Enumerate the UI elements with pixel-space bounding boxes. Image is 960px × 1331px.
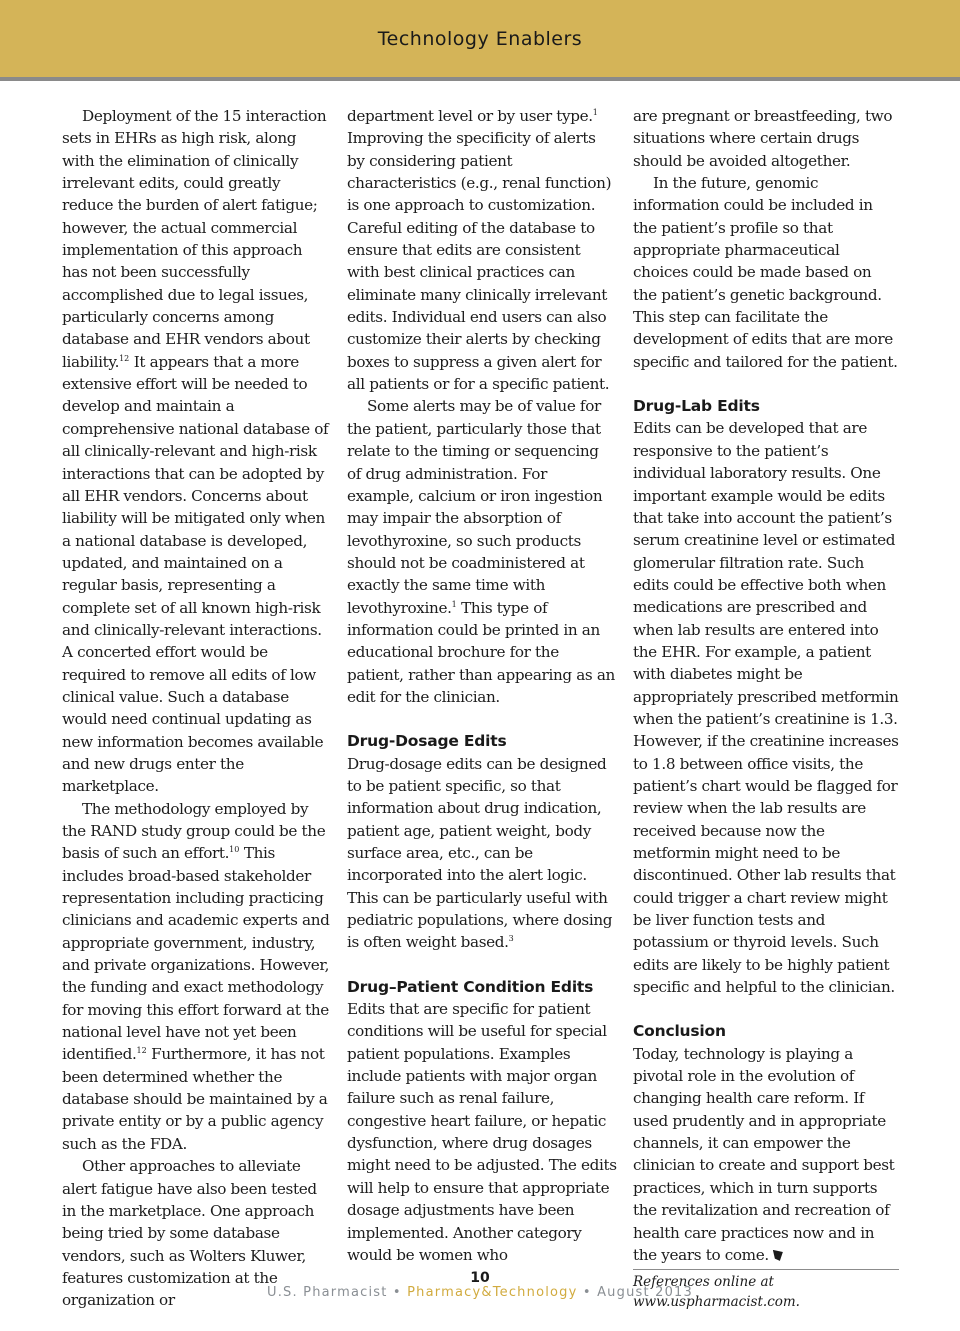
citation-ref: 1 (592, 108, 598, 117)
header-divider (0, 77, 960, 81)
paragraph: Other approaches to alleviate alert fatigue have also been tested in the marketplace. One approach being tried by some database vendors, such as Wolters Kluwer, features customization at the organization or (62, 1157, 317, 1310)
paragraph: Deployment of the 15 interaction sets in EHRs as high risk, along with the elimination of clinically irrelevant edits, could greatly reduce the burden of alert fatigue; however, the actual commercial implementation of this approach has not been successfully accomplished due to legal issues, particularly concerns among database and EHR vendors about liability.$^{12}$ It appears that a more extensive effort will be needed to develop and maintain a comprehensive national database of all clinically-relevant and high-risk interactions that can be adopted by all EHR vendors. Concerns about liability will be mitigated only when a national database is developed, updated, and maintained on a regular basis, representing a complete set of all known high-risk and clinically-relevant interactions. A concerted effort would be required to remove all edits of low clinical value. Such a database would need continual updating as new information becomes available and new drugs enter the marketplace. (62, 107, 329, 796)
article-column-1 (62, 105, 332, 1312)
citation-ref: 1 (451, 599, 457, 609)
subheading-conclusion: Conclusion (633, 1022, 726, 1041)
article-column-2 (347, 105, 617, 1266)
references-note: References online at www.uspharmacist.com. (633, 1269, 899, 1312)
footer-publication: U.S. Pharmacist (266, 1285, 388, 1300)
paragraph: are pregnant or breastfeeding, two situations where certain drugs should be avoided altogether. (633, 107, 893, 170)
citation-ref: 3 (508, 934, 514, 944)
paragraph: Drug-dosage edits can be designed to be patient specific, so that information about drug indication, patient age, patient weight, body surface area, etc., can be incorporated into the alert logic. This can be particularly useful with pediatric populations, where dosing is often weight based.$^3$ (347, 754, 613, 952)
citation-ref: 12 (136, 1046, 147, 1056)
paragraph: department level or by user type.$^1$ Improving the specificity of alerts by considering patient characteristics (e.g., renal function) is one approach to customization. Careful editing of the database to ensure that edits are consistent with best clinical practices can eliminate many clinically irrelevant edits. Individual end users can also customize their alerts by checking boxes to suppress a given alert for all patients or for a specific patient. (347, 107, 612, 394)
citation-ref: 12 (119, 353, 130, 363)
paragraph: Today, technology is playing a pivotal role in the evolution of changing health care reform. If used prudently and in appropriate channels, it can empower the clinician to create and support best practices, which in turn supports the revitalization and recreation of health care practices now and in the years to come. (633, 1044, 895, 1264)
subheading-drug-patient-condition: Drug–Patient Condition Edits (347, 977, 594, 996)
paragraph: Edits that are specific for patient conditions will be useful for special patient populations. Examples include patients with major organ failure such as renal failure, congestive heart failure, or hepatic dysfunction, where drug dosages might need to be adjusted. The edits will help to ensure that appropriate dosage adjustments have been implemented. Another category would be women who (347, 1000, 617, 1264)
footer-section: Pharmacy&Technology (407, 1285, 578, 1300)
footer-separator: • (582, 1285, 592, 1300)
citation-ref: 10 (229, 845, 240, 855)
footer-date: August 2013 (597, 1285, 694, 1300)
page-number: 10 (470, 1270, 490, 1286)
subheading-drug-dosage: Drug-Dosage Edits (347, 732, 507, 751)
paragraph: In the future, genomic information could be included in the patient’s profile so that appropriate pharmaceutical choices could be made based on the patient’s genetic background. This step can facilitate the development of edits that are more specific and tailored for the patient. (633, 174, 898, 371)
end-of-article-icon (773, 1250, 783, 1261)
paragraph: Edits can be developed that are responsive to the patient’s individual laboratory results. One important example would be edits that take into account the patient’s serum creatinine level or estimated glomerular filtration rate. Such edits could be effective both when medications are prescribed and when lab results are entered into the EHR. For example, a patient with diabetes might be appropriately prescribed metformin when the patient’s creatinine is 1.3. However, if the creatinine increases to 1.8 between office visits, the patient’s chart would be flagged for review when the lab results are received because now the metformin might need to be discontinued. Other lab results that could trigger a chart review might be liver function tests and potassium or thyroid levels. Such edits are likely to be highly patient specific and helpful to the clinician. (633, 419, 899, 997)
paragraph: Some alerts may be of value for the patient, particularly those that relate to the timing or sequencing of drug administration. For example, calcium or iron ingestion may impair the absorption of levothyroxine, so such products should not be coadministered at exactly the same time with levothyroxine.$^1$ This type of information could be printed in an educational brochure for the patient, rather than appearing as an edit for the clinician. (347, 397, 615, 706)
section-title: Technology Enablers (377, 28, 583, 50)
footer-separator: • (392, 1285, 402, 1300)
footer (0, 1285, 960, 1300)
paragraph: The methodology employed by the RAND study group could be the basis of such an effort.$^{10}$ This includes broad-based stakeholder representation including practicing clinicians and academic experts and appropriate government, industry, and private organizations. However, the funding and exact methodology for moving this effort forward at the national level have not yet been identified.$^{12}$ Furthermore, it has not been determined whether the database should be maintained by a private entity or by a public agency such as the FDA. (62, 799, 330, 1153)
article-column-3 (633, 105, 899, 1312)
subheading-drug-lab: Drug-Lab Edits (633, 397, 760, 416)
